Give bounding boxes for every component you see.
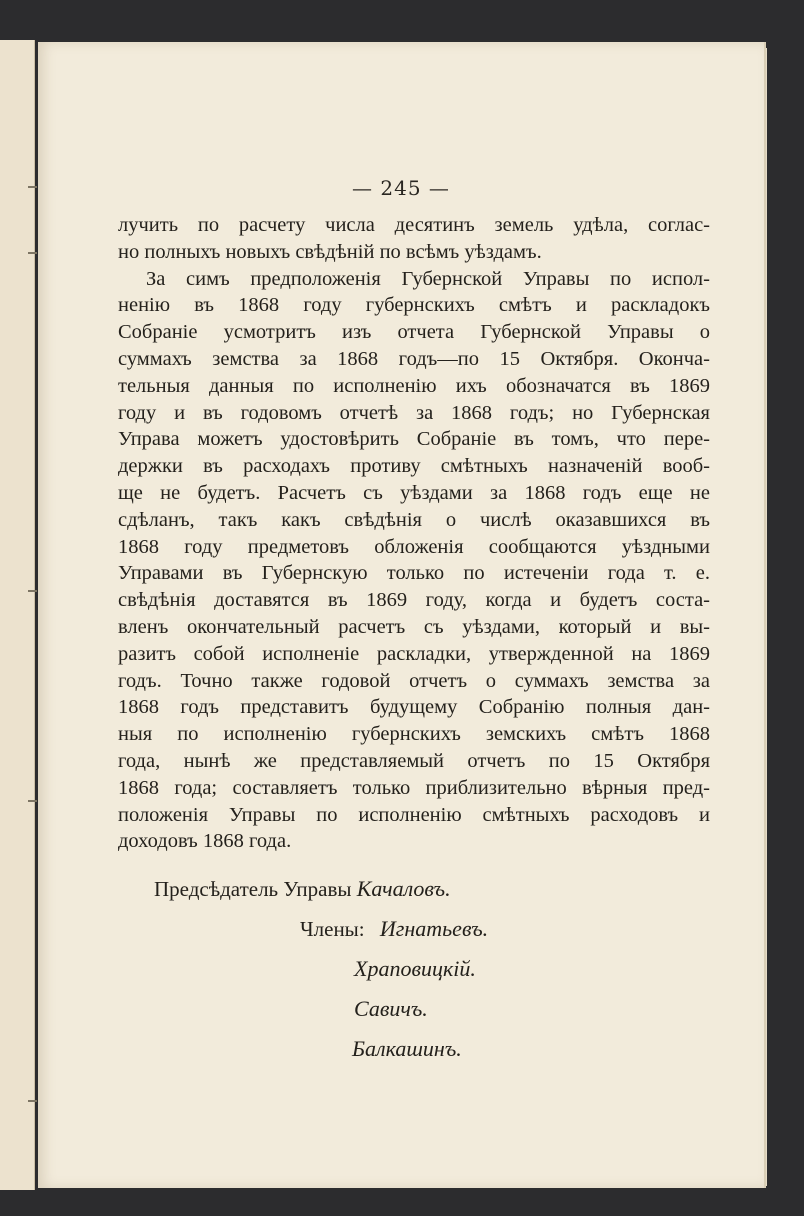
text-line: свѣдѣнiя доставятся въ 1869 году, когда и будетъ соста- (118, 589, 710, 612)
text-line: держки въ расходахъ противу смѣтныхъ назначенiй вооб- (118, 455, 710, 478)
left-page-edge (0, 40, 35, 1190)
members-signature (300, 916, 488, 942)
text-line: разитъ собой исполненiе раскладки, утвержденной на 1869 (118, 642, 710, 665)
text-line: лучить по расчету числа десятинъ земель удѣла, соглас- (118, 214, 710, 236)
page-tab-mark (28, 590, 37, 592)
text-line: суммахъ земства за 1868 годъ—по 15 Октября. Оконча- (118, 347, 710, 370)
page-tab-mark (28, 800, 37, 802)
page-tab-mark (28, 1100, 37, 1102)
text-line: годъ. Точно также годовой отчетъ о суммахъ земства за (118, 669, 710, 692)
text-line: За симъ предположенiя Губернской Управы по испол- (146, 267, 710, 290)
text-line: Управа можетъ удостовѣрить Собранiе въ томъ, что пере- (118, 428, 710, 451)
member-signature (352, 1036, 462, 1062)
page-tab-mark (28, 252, 37, 254)
members-title: Члены: (300, 917, 365, 941)
text-line: вленъ окончательный расчетъ съ уѣздами, который и вы- (118, 615, 710, 638)
member-name: Балкашинъ. (352, 1036, 462, 1061)
member-signature (354, 956, 476, 982)
body-text (118, 212, 710, 855)
member-name: Храповицкiй. (354, 956, 476, 981)
text-line: но полныхъ новыхъ свѣдѣнiй по всѣмъ уѣздамъ. (118, 240, 542, 263)
text-line: ще не будетъ. Расчетъ съ уѣздами за 1868 годъ еще не (118, 481, 710, 504)
chairman-name: Качаловъ. (356, 876, 451, 901)
member-name: Игнатьевъ. (379, 916, 489, 941)
text-line: сдѣланъ, такъ какъ свѣдѣнiя о числѣ оказавшихся въ (118, 508, 710, 531)
document-page (38, 42, 764, 1188)
text-line: положенiя Управы по исполненiю смѣтныхъ расходовъ и (118, 803, 710, 826)
text-line: году и въ годовомъ отчетѣ за 1868 годъ; но Губернская (118, 401, 710, 424)
text-line: ненiю въ 1868 году губернскихъ смѣтъ и раскладокъ (118, 294, 710, 317)
chairman-signature (154, 876, 451, 902)
text-line: года, нынѣ же представляемый отчетъ по 15 Октября (118, 749, 710, 772)
text-line: Управами въ Губернскую только по истеченiи года т. е. (118, 562, 710, 585)
text-line: 1868 году предметовъ обложенiя сообщаются уѣздными (118, 535, 710, 558)
text-line: 1868 года; составляетъ только приблизительно вѣрныя пред- (118, 776, 710, 799)
page-tab-mark (28, 186, 37, 188)
text-line: ныя по исполненiю губернскихъ земскихъ смѣтъ 1868 (118, 723, 710, 746)
chairman-title: Предсѣдатель Управы (154, 877, 352, 901)
text-line: доходовъ 1868 года. (118, 830, 292, 853)
text-line: тельныя данныя по исполненiю ихъ обозначатся въ 1869 (118, 374, 710, 397)
page-number: — 245 — (352, 176, 450, 200)
member-signature (354, 996, 428, 1022)
text-line: Собранiе усмотритъ изъ отчета Губернской Управы о (118, 321, 710, 344)
text-line: 1868 годъ представитъ будущему Собранiю полныя дан- (118, 696, 710, 719)
member-name: Савичъ. (354, 996, 428, 1021)
